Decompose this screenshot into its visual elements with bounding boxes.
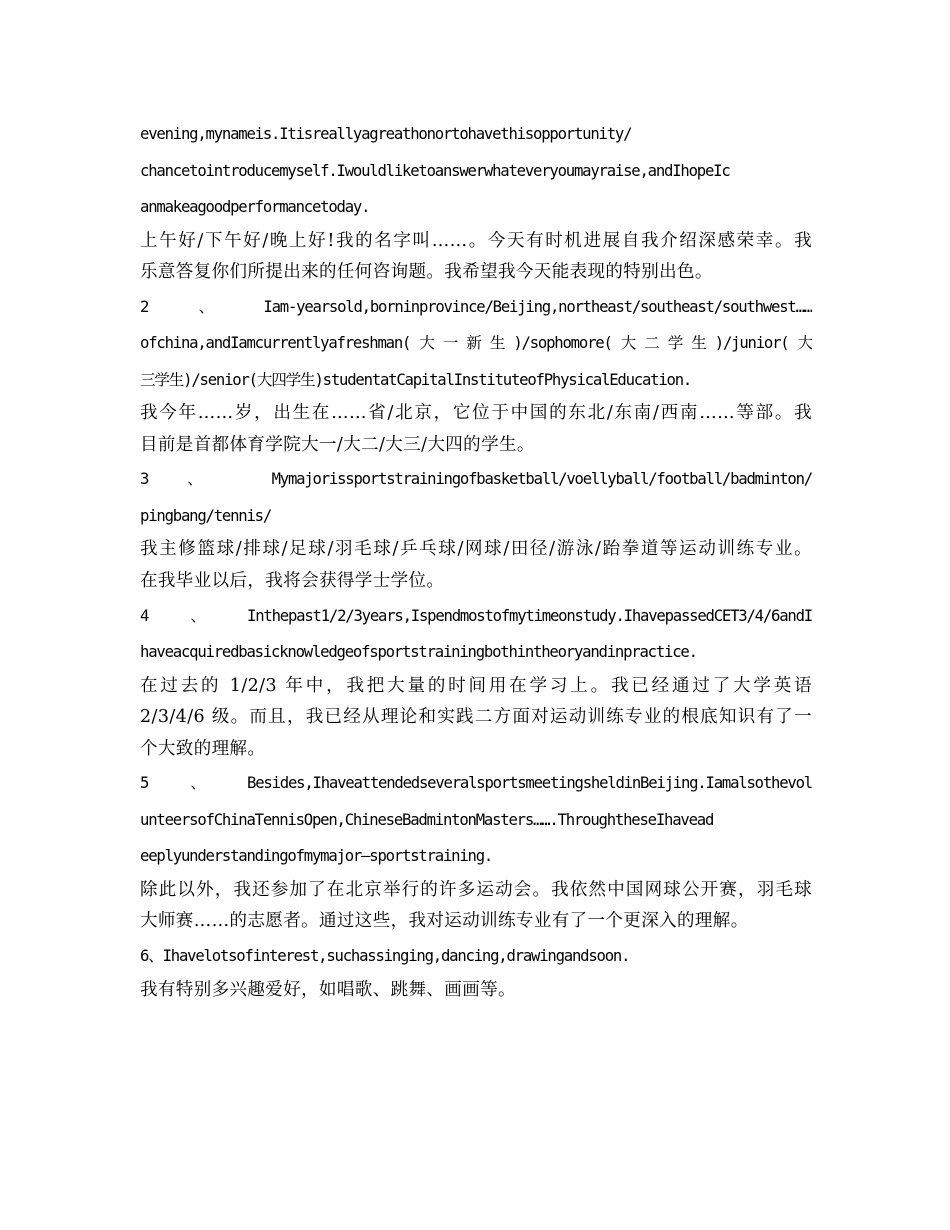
text-line-zh: 在过去的 1/2/3 年中，我把大量的时间用在学习上。我已经通过了大学英语 <box>140 675 812 696</box>
text-line-en: 6、Ihavelotsofinterest,suchassinging,dancing,drawingandsoon. <box>140 947 630 966</box>
text-line-en: 三学生)/senior(大四学生)studentatCapitalInstituteofPhysicalEducation. <box>140 370 692 389</box>
text-line-en: 4、Inthepast1/2/3years,Ispendmostofmytimeonstudy.IhavepassedCET3/4/6andI <box>140 606 812 625</box>
text-line-zh: 大师赛……的志愿者。通过这些，我对运动训练专业有了一个更深入的理解。 <box>140 911 749 932</box>
text-line-zh: 我有特别多兴趣爱好，如唱歌、跳舞、画画等。 <box>140 979 516 1000</box>
text-line-zh: 上午好/下午好/晚上好!我的名字叫……。今天有时机进展自我介绍深感荣幸。我 <box>140 230 812 251</box>
text-line-en: unteersofChinaTennisOpen,ChineseBadmintonMasters…….ThroughtheseIhavead <box>140 810 714 829</box>
text-line-zh: 我今年……岁，出生在……省/北京，它位于中国的东北/东南/西南……等部。我 <box>140 403 812 424</box>
text-line-en: eeplyunderstandingofmymajor—sportstraining. <box>140 847 493 866</box>
text-line-en: 3 、 Mymajorissportstrainingofbasketball/voellyball/football/badminton/ <box>140 470 812 489</box>
text-line-en: anmakeagoodperformancetoday. <box>140 198 370 216</box>
text-line-zh: 个大致的理解。 <box>140 738 266 759</box>
text-line-zh: 除此以外，我还参加了在北京举行的许多运动会。我依然中国网球公开赛，羽毛球 <box>140 879 812 900</box>
text-line-en: ofchina,andIamcurrentlyafreshman(大一新生)/sophomore(大二学生)/junior(大 <box>140 334 812 353</box>
text-line-zh: 目前是首都体育学院大一/大二/大三/大四的学生。 <box>140 434 535 455</box>
text-line-zh: 2/3/4/6 级。而且，我已经从理论和实践二方面对运动训练专业的根底知识有了一 <box>140 707 812 728</box>
text-line-en: haveacquiredbasicknowledgeofsportstrainingbothintheoryandinpractice. <box>140 643 697 662</box>
document-body <box>140 116 812 1006</box>
text-line-en: chancetointroducemyself.Iwouldliketoanswerwhateveryoumayraise,andIhopeIc <box>140 161 730 180</box>
text-line-zh: 在我毕业以后，我将会获得学士学位。 <box>140 570 445 591</box>
text-line-zh: 我主修篮球/排球/足球/羽毛球/乒乓球/网球/田径/游泳/跆拳道等运动训练专业。 <box>140 539 812 560</box>
text-line-en: 2、Iam-yearsold,borninprovince/Beijing,northeast/southeast/southwest…… <box>140 297 812 316</box>
text-line-zh: 乐意答复你们所提出来的任何咨询题。我希望我今天能表现的特别出色。 <box>140 262 713 283</box>
text-line-en: 5、Besides,IhaveattendedseveralsportsmeetingsheldinBeijing.Iamalsothevol <box>140 774 812 793</box>
text-line-en: evening,mynameis.Itisreallyagreathonortohavethisopportunity/ <box>140 125 632 143</box>
text-line-en: pingbang/tennis/ <box>140 506 272 525</box>
